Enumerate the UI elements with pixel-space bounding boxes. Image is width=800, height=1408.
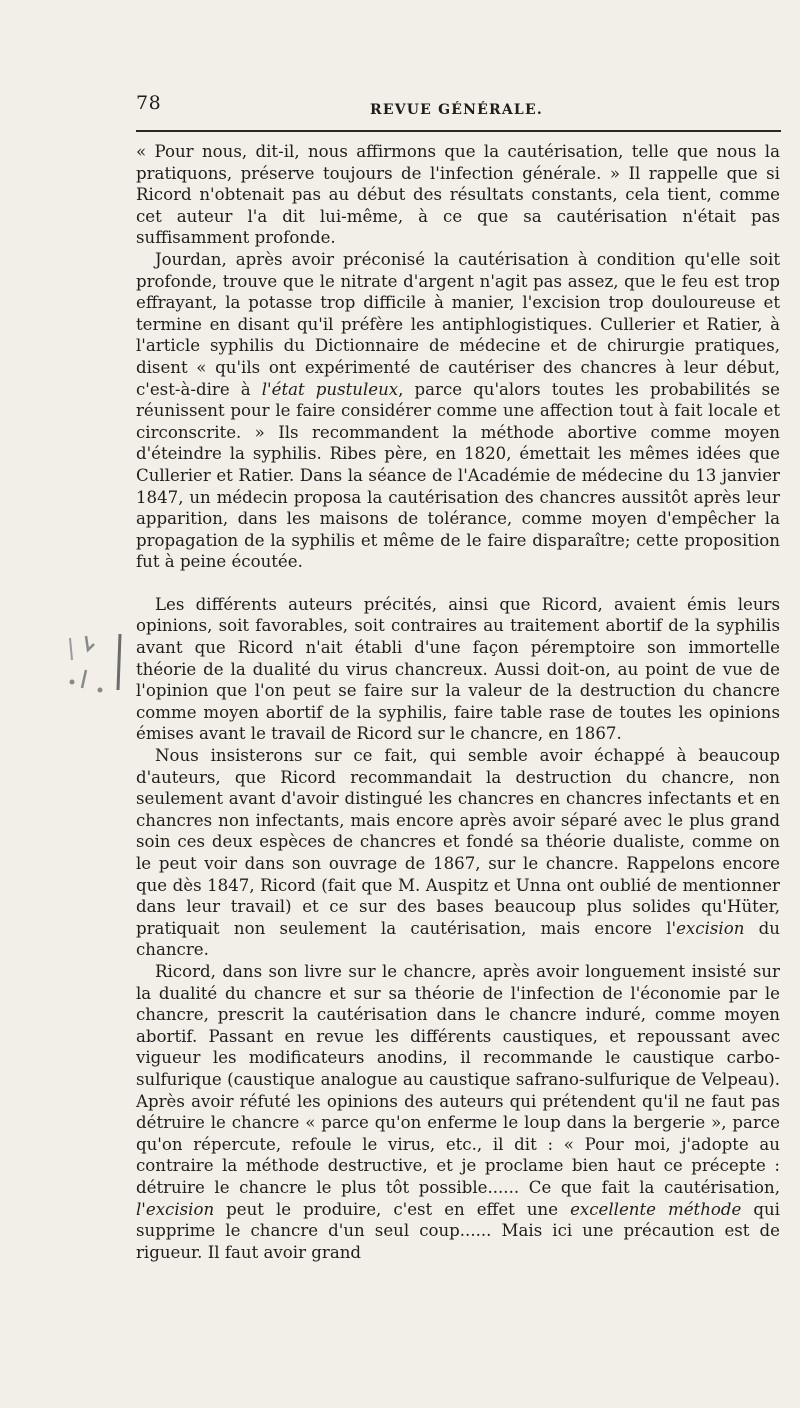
italic-text: excellente méthode [570,1199,742,1219]
paragraph [136,745,780,961]
paragraph [136,961,780,1263]
header-rule [136,130,781,132]
text-segment: Les différents auteurs précités, ainsi que Ricord, avaient émis leurs opinions, soit favorables, soit contraires au traitement abortif de la syphilis avant que Ricord n'ait établi d'une façon péremptoire son immortelle théorie de la dualité du virus chancreux. Aussi doit-on, au point de vue de l'opinion que l'on peut se faire sur la valeur de la destruction du chancre comme moyen abortif de la syphilis, faire table rase de toutes les opinions émises avant le travail de Ricord sur le chancre, en 1867. [136,594,780,744]
page-number: 78 [136,92,162,114]
text-segment: du chancre. [136,918,780,960]
body-text [136,141,780,1263]
italic-text: excision [676,918,745,938]
text-segment: qui supprime le chancre d'un seul coup...... Mais ici une précaution est de rigueur. Il faut avoir grand [136,1199,780,1262]
text-segment: Nous insisterons sur ce fait, qui semble avoir échappé à beaucoup d'auteurs, que Ricord recommandait la destruction du chancre, non seulement avant d'avoir distingué les chancres en chancres infectants et en chancres non infectants, mais encore après avoir séparé avec le plus grand soin ces deux espèces de chancres et fondé sa théorie dualiste, comme on le peut voir dans son ouvrage de 1867, sur le chancre. Rappelons encore que dès 1847, Ricord (fait que M. Auspitz et Unna ont oublié de mentionner dans leur travail) et ce sur des bases beaucoup plus solides qu'Hüter, pratiquait non seulement la cautérisation, mais encore l' [136,746,780,938]
italic-text: l'excision [136,1199,215,1219]
text-segment: Ricord, dans son livre sur le chancre, après avoir longuement insisté sur la dualité du chancre et sur sa théorie de l'infection de l'économie par le chancre, prescrit la cautérisation dans le chancre induré, comme moyen abortif. Passant en revue les différents caustiques, et repoussant avec vigueur les modificateurs anodins, il recommande le caustique carbo-sulfurique (caustique analogue au caustique safrano-sulfurique de Velpeau). Après avoir réfuté les opinions des auteurs qui prétendent qu'il ne faut pas détruire le chancre « parce qu'on enferme le loup dans la bergerie », parce qu'on répercute, refoule le virus, etc., il dit : « Pour moi, j'adopte au contraire la méthode destructive, et je proclame bien haut ce précepte : détruire le chancre le plus tôt possible...... Ce que fait la cautérisation, [136,961,780,1197]
paragraph [136,141,780,249]
text-segment: peut le produire, c'est en effet une [214,1199,571,1219]
italic-text: l'état pustuleux [261,379,399,399]
margin-smudge-mark [60,630,130,700]
running-title: REVUE GÉNÉRALE. [370,102,543,118]
text-segment: , parce qu'alors toutes les probabilités se réunissent pour le faire considérer comme une affection tout à fait locale et circonscrite. » Ils recommandent la méthode abortive comme moyen d'éteindre la syphilis. Ribes père, en 1820, émettait les mêmes idées que Cullerier et Ratier. Dans la séance de l'Académie de médecine du 13 janvier 1847, un médecin proposa la cautérisation des chancres aussitôt après leur apparition, dans les maisons de tolérance, comme moyen d'empêcher la propagation de la syphilis et même de le faire disparaître; cette proposition fut à peine écoutée. [136,379,781,572]
paragraph [136,594,780,745]
paragraph [136,249,780,573]
text-segment: Jourdan, après avoir préconisé la cautérisation à condition qu'elle soit profonde, trouve que le nitrate d'argent n'agit pas assez, que le feu est trop effrayant, la potasse trop difficile à manier, l'excision trop douloureuse et termine en disant qu'il préfère les antiphlogistiques. Cullerier et Ratier, à l'article syphilis du Dictionnaire de médecine et de chirurgie pratiques, disent « qu'ils ont expérimenté de cautériser des chancres à leur début, c'est-à-dire à [136,249,780,399]
text-segment: « Pour nous, dit-il, nous affirmons que la cautérisation, telle que nous la pratiquons, préserve toujours de l'infection générale. » Il rappelle que si Ricord n'obtenait pas au début des résultats constants, cela tient, comme cet auteur l'a dit lui-même, à ce que sa cautérisation n'était pas suffisamment profonde. [136,142,780,248]
